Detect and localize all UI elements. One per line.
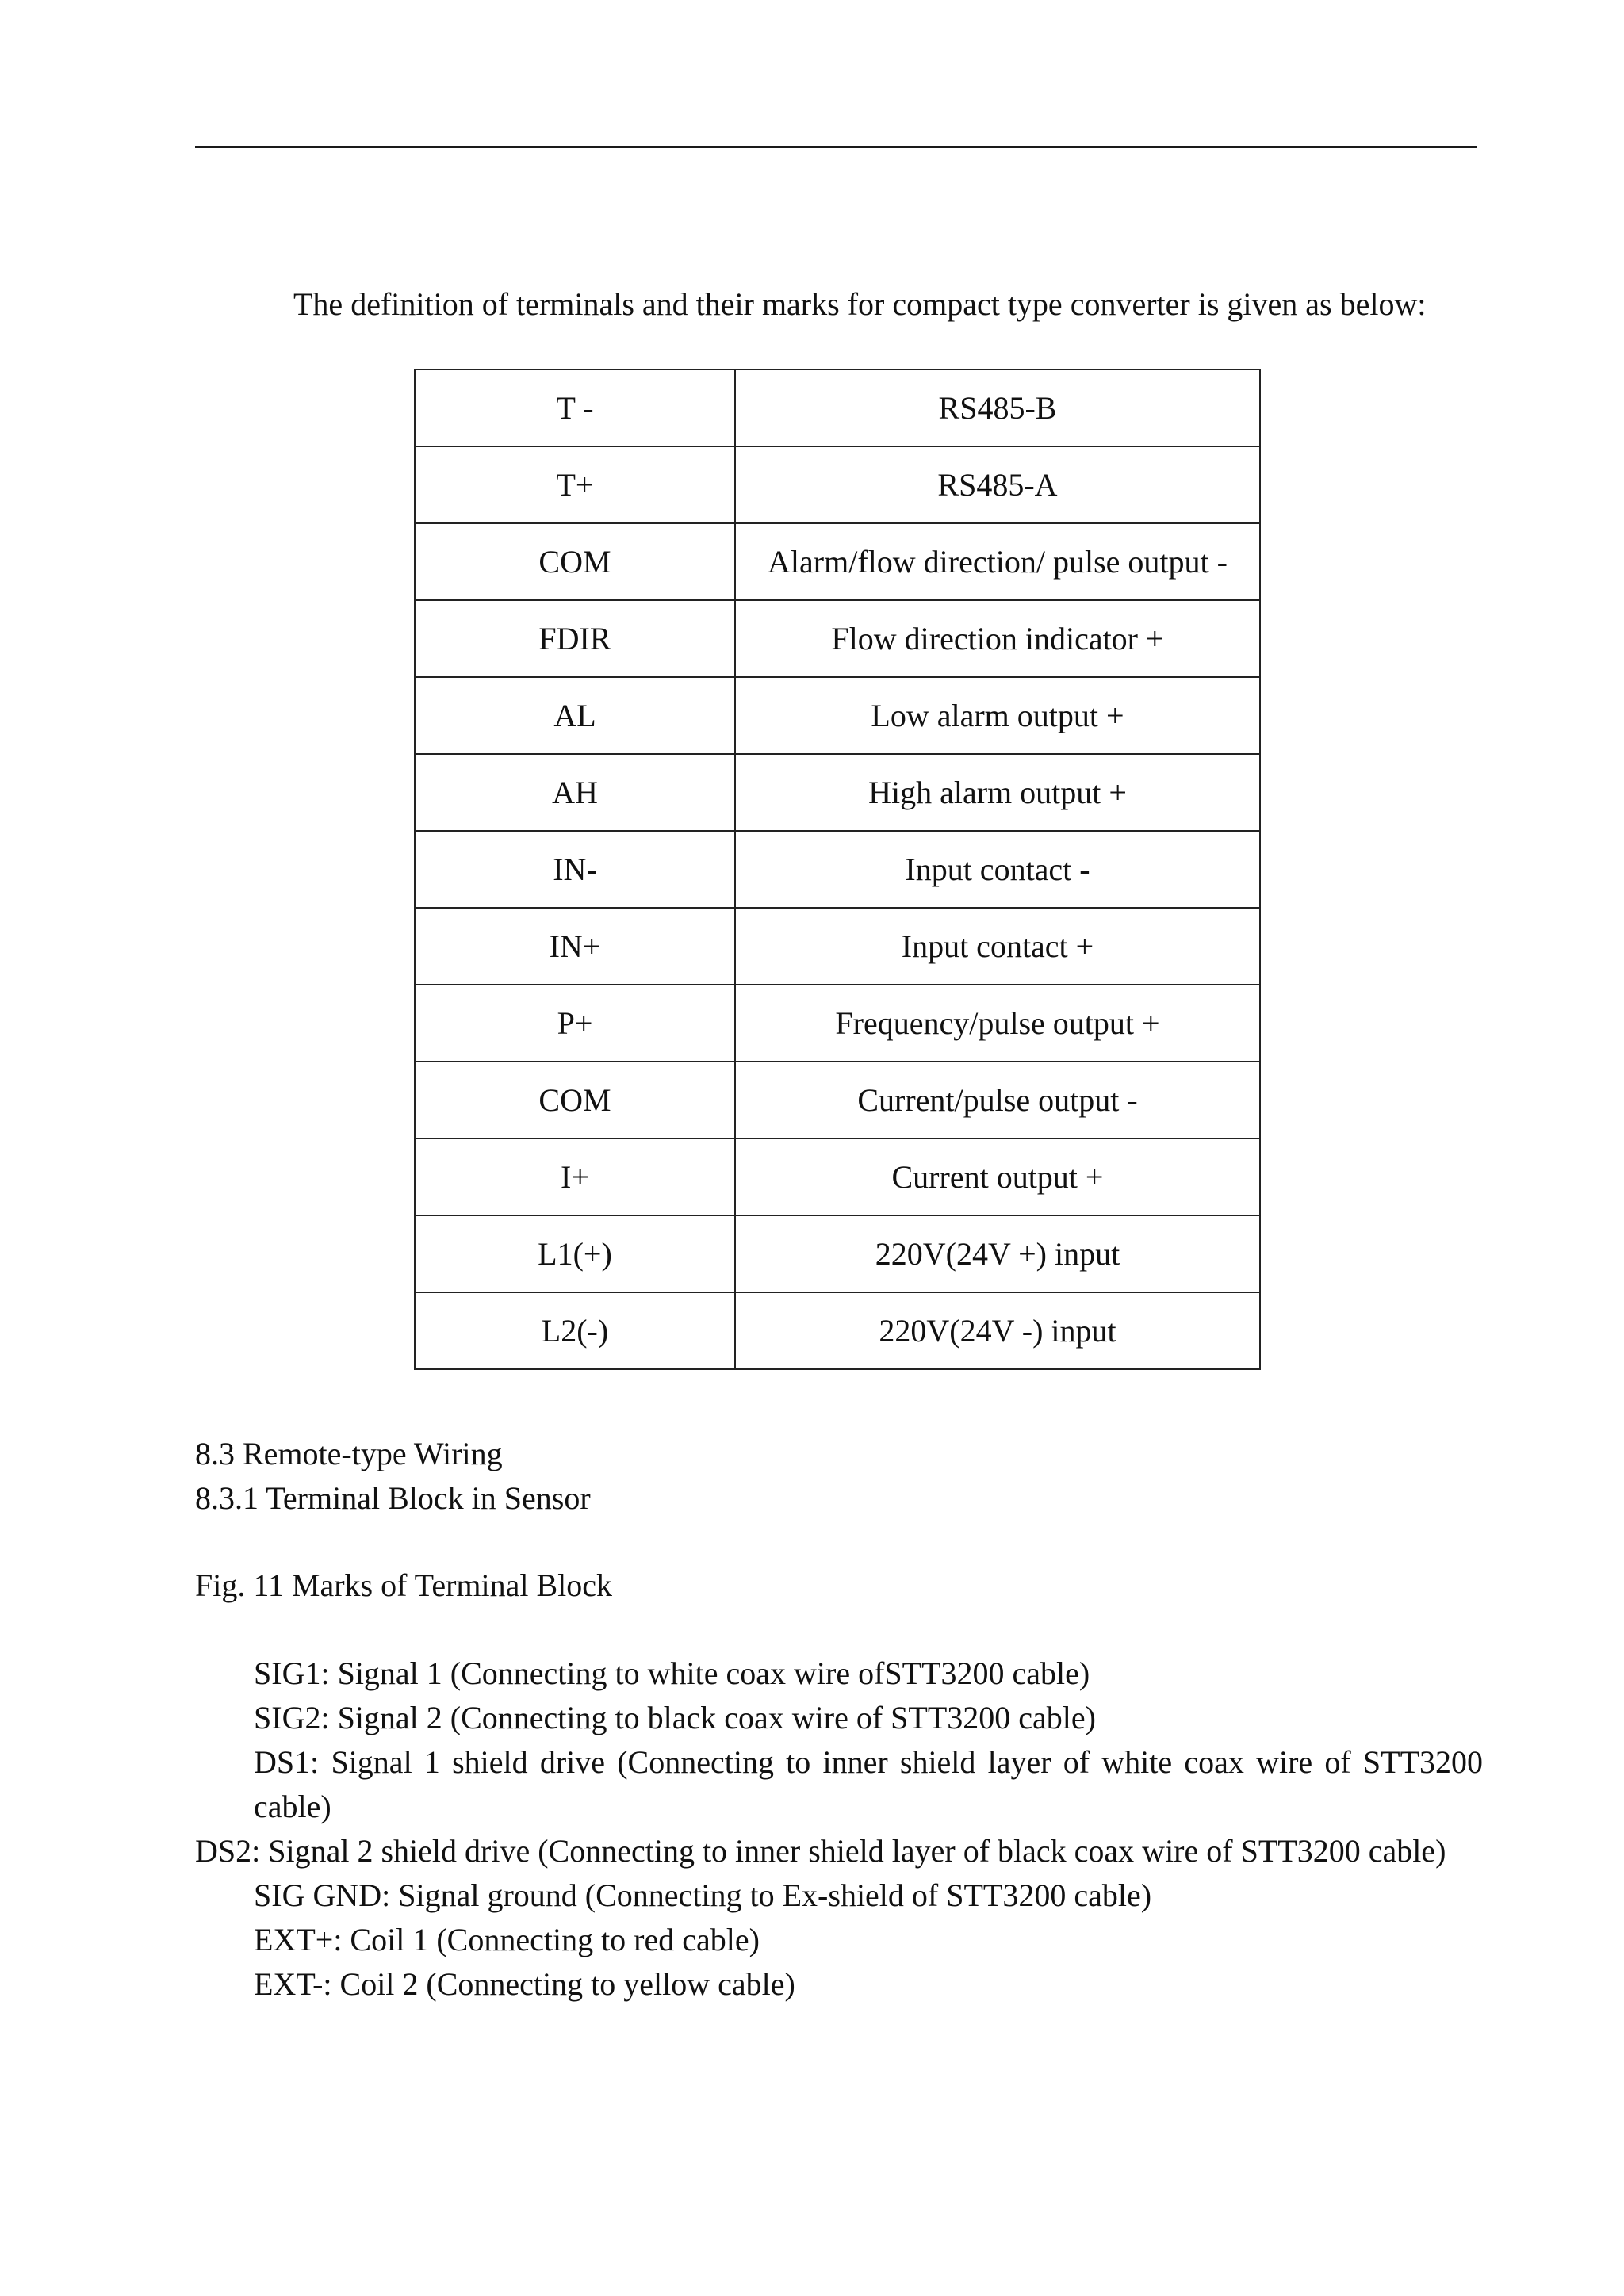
terminal-definitions — [195, 1651, 1483, 2007]
terminal-description: Frequency/pulse output + — [735, 985, 1260, 1062]
figure-caption: Fig. 11 Marks of Terminal Block — [195, 1567, 613, 1603]
table-row — [415, 1138, 1260, 1215]
terminal-code: IN+ — [415, 908, 735, 985]
terminal-code: COM — [415, 1062, 735, 1138]
table-row — [415, 754, 1260, 831]
table-row — [415, 677, 1260, 754]
figure-caption-block — [195, 1563, 1483, 1608]
terminal-code: L2(-) — [415, 1292, 735, 1369]
definition-sig-gnd: SIG GND: Signal ground (Connecting to Ex-shield of STT3200 cable) — [254, 1877, 1152, 1913]
definition-ds2: DS2: Signal 2 shield drive (Connecting to inner shield layer of black coax wire of STT3200 cable) — [195, 1833, 1446, 1869]
terminal-code: P+ — [415, 985, 735, 1062]
terminal-code: I+ — [415, 1138, 735, 1215]
table-row — [415, 831, 1260, 908]
subsection-heading: 8.3.1 Terminal Block in Sensor — [195, 1480, 591, 1516]
definition-sig1: SIG1: Signal 1 (Connecting to white coax wire ofSTT3200 cable) — [254, 1655, 1090, 1691]
table-row — [415, 985, 1260, 1062]
terminal-description: Low alarm output + — [735, 677, 1260, 754]
terminal-code: T+ — [415, 446, 735, 523]
definition-ext-plus: EXT+: Coil 1 (Connecting to red cable) — [254, 1922, 760, 1957]
table-row — [415, 600, 1260, 677]
terminal-code: COM — [415, 523, 735, 600]
terminal-description: RS485-A — [735, 446, 1260, 523]
table-row — [415, 1215, 1260, 1292]
terminal-description: Current output + — [735, 1138, 1260, 1215]
section-heading: 8.3 Remote-type Wiring — [195, 1436, 503, 1471]
definition-ds1: DS1: Signal 1 shield drive (Connecting to inner shield layer of white coax wire of STT3200 cable) — [254, 1744, 1483, 1824]
definition-ext-minus: EXT-: Coil 2 (Connecting to yellow cable) — [254, 1966, 795, 2002]
terminal-description: Input contact + — [735, 908, 1260, 985]
intro-paragraph: The definition of terminals and their marks for compact type converter is given as below: — [293, 286, 1427, 322]
terminal-code: L1(+) — [415, 1215, 735, 1292]
header-rule — [195, 146, 1477, 148]
table-row — [415, 1292, 1260, 1369]
terminal-code: IN- — [415, 831, 735, 908]
terminal-description: Input contact - — [735, 831, 1260, 908]
terminal-description: RS485-B — [735, 369, 1260, 446]
terminal-description: Flow direction indicator + — [735, 600, 1260, 677]
terminal-code: AL — [415, 677, 735, 754]
table-row — [415, 523, 1260, 600]
terminal-table — [414, 369, 1261, 1370]
section-headings — [195, 1432, 1483, 1521]
table-row — [415, 446, 1260, 523]
terminal-code: AH — [415, 754, 735, 831]
table-row — [415, 1062, 1260, 1138]
terminal-description: 220V(24V -) input — [735, 1292, 1260, 1369]
table-row — [415, 369, 1260, 446]
table-row — [415, 908, 1260, 985]
terminal-code: FDIR — [415, 600, 735, 677]
terminal-description: High alarm output + — [735, 754, 1260, 831]
terminal-description: Current/pulse output - — [735, 1062, 1260, 1138]
terminal-code: T - — [415, 369, 735, 446]
definition-sig2: SIG2: Signal 2 (Connecting to black coax wire of STT3200 cable) — [254, 1700, 1096, 1735]
terminal-description: 220V(24V +) input — [735, 1215, 1260, 1292]
terminal-description: Alarm/flow direction/ pulse output - — [735, 523, 1260, 600]
